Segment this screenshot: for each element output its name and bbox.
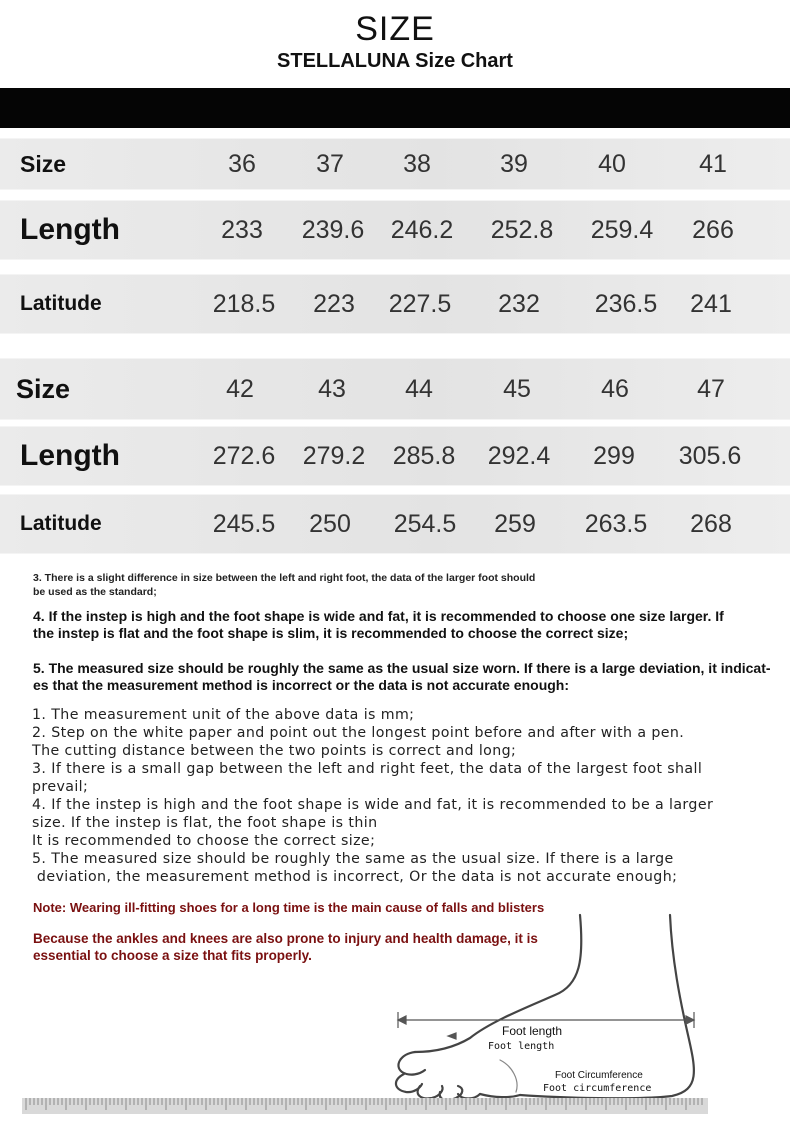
size-row-1 bbox=[0, 138, 790, 190]
foot-circumference-label-alt: Foot circumference bbox=[543, 1083, 652, 1094]
instruction-line: 3. If there is a small gap between the left and right feet, the data of the largest foot shall bbox=[32, 761, 703, 777]
size-cell: 39 bbox=[500, 149, 528, 178]
instruction-line: It is recommended to choose the correct size; bbox=[32, 833, 376, 849]
instruction-line: 4. If the instep is high and the foot shape is wide and fat, it is recommended to be a larger bbox=[32, 797, 714, 813]
length-cell: 233 bbox=[221, 215, 263, 244]
header-bar bbox=[0, 88, 790, 128]
instruction-line: The cutting distance between the two points is correct and long; bbox=[32, 743, 517, 759]
length-row-2 bbox=[0, 426, 790, 486]
length-label: Length bbox=[20, 439, 120, 472]
note-5 bbox=[33, 660, 778, 694]
size-row-2 bbox=[0, 358, 790, 420]
latitude-cell: 223 bbox=[313, 289, 355, 318]
size-cell: 38 bbox=[403, 149, 431, 178]
measurement-instructions bbox=[32, 706, 772, 886]
foot-measurement-diagram bbox=[0, 900, 790, 1137]
latitude-label: Latitude bbox=[20, 292, 102, 315]
note-4-line-1: 4. If the instep is high and the foot shape is wide and fat, it is recommended to choose one size larger. If bbox=[33, 608, 724, 624]
foot-length-label-alt: Foot length bbox=[488, 1041, 555, 1052]
note-4 bbox=[33, 608, 778, 642]
length-cell: 285.8 bbox=[392, 441, 456, 470]
size-label: Size bbox=[16, 373, 71, 404]
note-3 bbox=[33, 571, 593, 599]
length-cell: 305.6 bbox=[678, 441, 742, 470]
size-cell: 46 bbox=[601, 374, 629, 403]
foot-outline-icon bbox=[396, 915, 694, 1100]
note-4-line-2: the instep is flat and the foot shape is slim, it is recommended to choose the correct size; bbox=[33, 625, 629, 641]
latitude-cell: 245.5 bbox=[212, 509, 276, 538]
latitude-row-1 bbox=[0, 274, 790, 334]
foot-circumference-label: Foot Circumference bbox=[555, 1070, 643, 1081]
latitude-cell: 218.5 bbox=[212, 289, 276, 318]
latitude-cell: 268 bbox=[690, 509, 732, 538]
size-cell: 44 bbox=[405, 374, 433, 403]
latitude-cell: 250 bbox=[309, 509, 351, 538]
size-cell: 36 bbox=[228, 149, 256, 178]
length-cell: 246.2 bbox=[390, 215, 454, 244]
instruction-line: size. If the instep is flat, the foot shape is thin bbox=[32, 815, 378, 831]
latitude-cell: 254.5 bbox=[393, 509, 457, 538]
length-cell: 239.6 bbox=[301, 215, 365, 244]
instruction-line: 5. The measured size should be roughly the same as the usual size. If there is a large bbox=[32, 851, 674, 867]
page-subtitle: STELLALUNA Size Chart bbox=[277, 50, 513, 72]
page-header bbox=[0, 10, 790, 74]
length-cell: 292.4 bbox=[487, 441, 551, 470]
size-label: Size bbox=[20, 150, 67, 177]
instruction-line: 2. Step on the white paper and point out the longest point before and after with a pen. bbox=[32, 725, 685, 741]
latitude-cell: 236.5 bbox=[594, 289, 658, 318]
size-cell: 45 bbox=[503, 374, 531, 403]
length-row-1 bbox=[0, 200, 790, 260]
length-label: Length bbox=[20, 213, 120, 246]
length-cell: 299 bbox=[593, 441, 635, 470]
latitude-cell: 263.5 bbox=[584, 509, 648, 538]
foot-length-label: Foot length bbox=[502, 1024, 563, 1038]
latitude-cell: 232 bbox=[498, 289, 540, 318]
latitude-cell: 259 bbox=[494, 509, 536, 538]
fit-warning-line-2: essential to choose a size that fits properly. bbox=[33, 948, 312, 963]
instruction-line: deviation, the measurement method is incorrect, Or the data is not accurate enough; bbox=[32, 869, 678, 885]
size-cell: 47 bbox=[697, 374, 725, 403]
instruction-line: prevail; bbox=[32, 779, 89, 795]
length-cell: 272.6 bbox=[212, 441, 276, 470]
instruction-line: 1. The measurement unit of the above data is mm; bbox=[32, 707, 415, 723]
latitude-row-2 bbox=[0, 494, 790, 554]
size-cell: 42 bbox=[226, 374, 254, 403]
length-cell: 266 bbox=[692, 215, 734, 244]
note-3-line-1: 3. There is a slight difference in size between the left and right foot, the data of the larger foot should bbox=[33, 572, 536, 584]
size-cell: 43 bbox=[318, 374, 346, 403]
page-title: SIZE bbox=[355, 10, 435, 48]
note-3-line-2: be used as the standard; bbox=[33, 586, 157, 598]
note-5-line-1: 5. The measured size should be roughly the same as the usual size worn. If there is a large deviation, it indicat- bbox=[33, 660, 771, 676]
ruler bbox=[22, 1098, 708, 1114]
length-cell: 259.4 bbox=[590, 215, 654, 244]
length-cell: 252.8 bbox=[490, 215, 554, 244]
size-cell: 40 bbox=[598, 149, 626, 178]
latitude-label: Latitude bbox=[20, 512, 102, 535]
note-5-line-2: es that the measurement method is incorrect or the data is not accurate enough: bbox=[33, 677, 570, 693]
latitude-cell: 241 bbox=[690, 289, 732, 318]
warning-note: Note: Wearing ill-fitting shoes for a long time is the main cause of falls and blisters bbox=[33, 900, 545, 915]
latitude-cell: 227.5 bbox=[388, 289, 452, 318]
size-cell: 41 bbox=[699, 149, 727, 178]
size-cell: 37 bbox=[316, 149, 344, 178]
length-cell: 279.2 bbox=[302, 441, 366, 470]
fit-warning-line-1: Because the ankles and knees are also prone to injury and health damage, it is bbox=[33, 931, 538, 946]
